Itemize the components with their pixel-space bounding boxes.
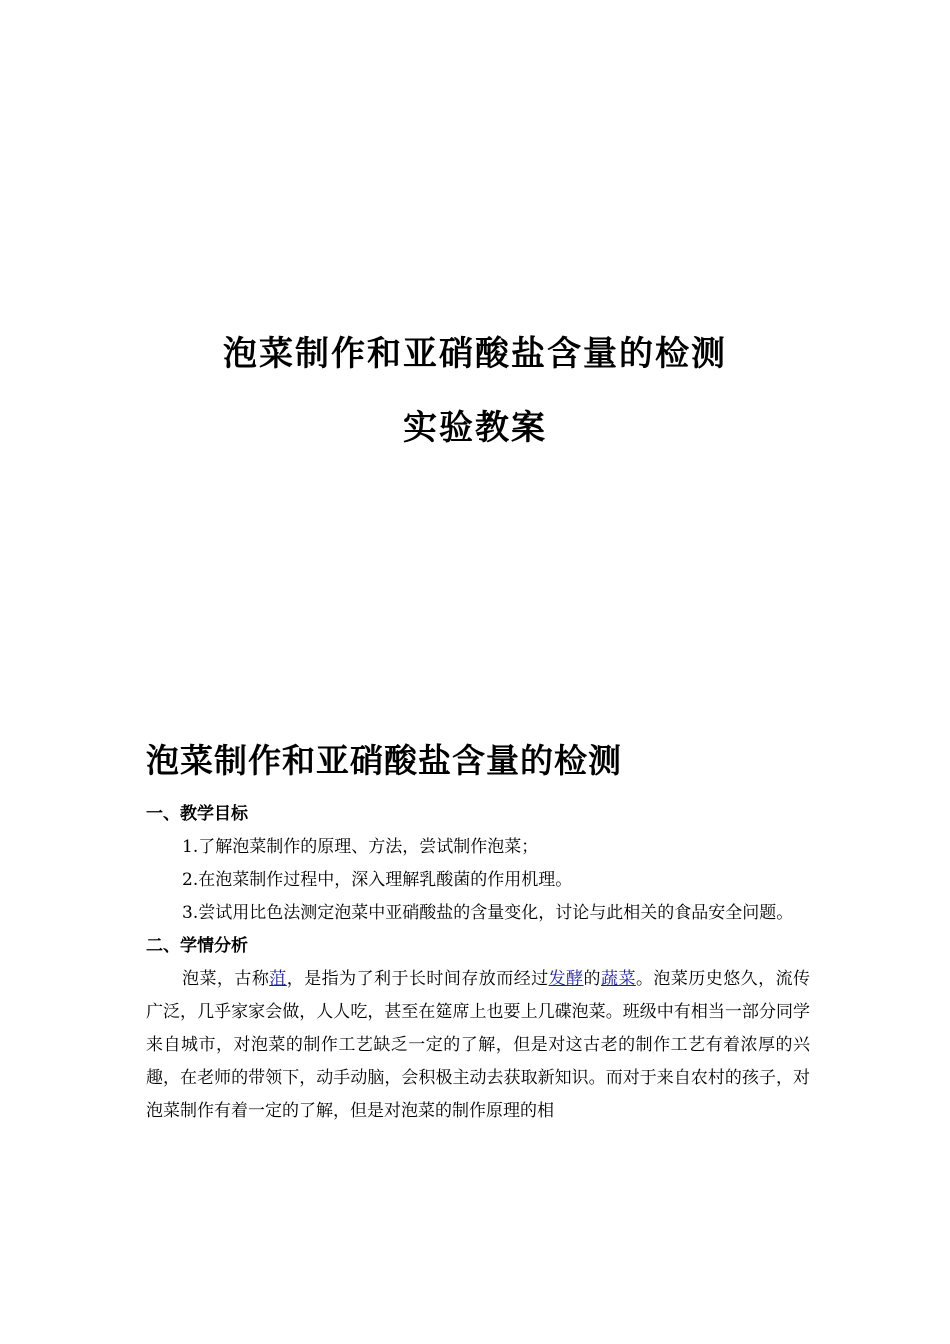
section-heading-student-analysis: 二、学情分析 bbox=[146, 936, 248, 956]
section-heading-teaching-goals: 一、教学目标 bbox=[146, 804, 248, 824]
document-body bbox=[146, 798, 810, 1128]
link-zu[interactable]: 菹 bbox=[269, 969, 287, 989]
cover-title-line-2: 实验教案 bbox=[403, 408, 547, 448]
goal-item-3: 3.尝试用比色法测定泡菜中亚硝酸盐的含量变化，讨论与此相关的食品安全问题。 bbox=[182, 903, 794, 923]
paragraph-text: ，是指为了利于长时间存放而经过 bbox=[286, 969, 549, 989]
goal-item-1: 1.了解泡菜制作的原理、方法，尝试制作泡菜； bbox=[182, 837, 539, 857]
paragraph-text: 泡菜，古称 bbox=[182, 969, 270, 989]
document-title: 泡菜制作和亚硝酸盐含量的检测 bbox=[146, 741, 622, 780]
link-vegetables[interactable]: 蔬菜 bbox=[601, 969, 636, 989]
paragraph-text: 的 bbox=[583, 969, 602, 989]
goal-item-2: 2.在泡菜制作过程中，深入理解乳酸菌的作用机理。 bbox=[182, 870, 573, 890]
link-fermentation[interactable]: 发酵 bbox=[548, 969, 584, 989]
cover-title-line-1: 泡菜制作和亚硝酸盐含量的检测 bbox=[223, 334, 727, 374]
paragraph-text: 。泡菜历史悠久，流传广泛，几乎家家会做，人人吃，甚至在筵席上也要上几碟泡菜。班级中有相当一部分同学来自城市，对泡菜的制作工艺缺乏一定的了解，但是对这古老的制作工艺有着浓厚的兴趣，在老师的带领下，动手动脑，会积极主动去获取新知识。而对于来自农村的孩子，对泡菜制作有着一定的了解，但是对泡菜的制作原理的相 bbox=[146, 969, 811, 1121]
student-analysis-paragraph bbox=[146, 963, 810, 1128]
